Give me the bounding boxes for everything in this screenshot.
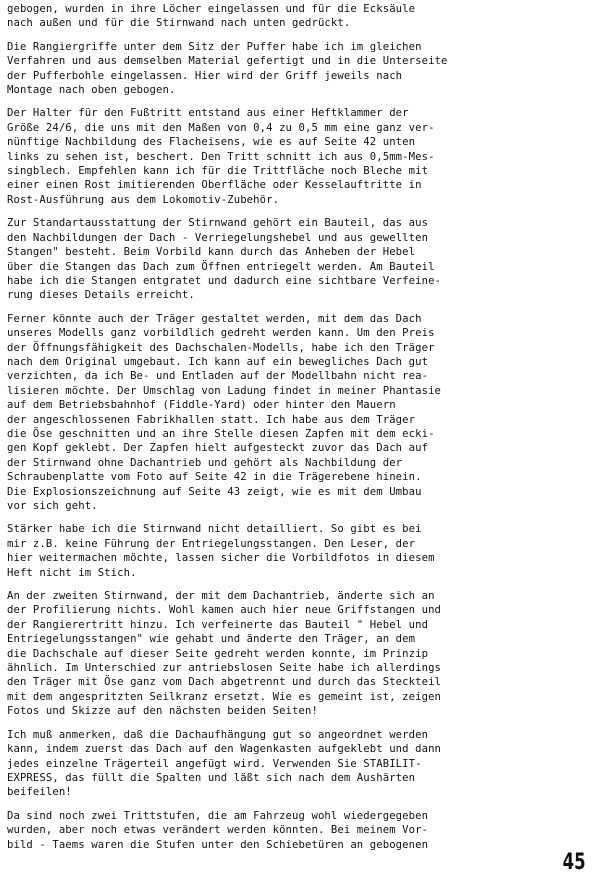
body-text: [7, 2, 589, 861]
text-line: den Träger mit Öse ganz vom Dach abgetrennt und durch das Steckteil: [7, 676, 442, 689]
text-line: An der zweiten Stirnwand, der mit dem Dachantrieb, änderte sich an: [7, 590, 435, 603]
text-line: verzichten, da ich Be- und Entladen auf der Modellbahn nicht rea-: [7, 370, 429, 383]
text-line: Verfahren und aus demselben Material gefertigt und in die Unterseite: [7, 55, 448, 68]
paragraph: [7, 2, 589, 31]
paragraph: [7, 106, 589, 207]
text-line: nach außen und für die Stirnwand nach unten gedrückt.: [7, 17, 351, 30]
paragraph: [7, 809, 589, 852]
paragraph: [7, 728, 589, 800]
paragraph: [7, 522, 589, 580]
text-line: beifeilen!: [7, 786, 72, 799]
text-line: Größe 24/6, die uns mit den Maßen von 0,4 zu 0,5 mm eine ganz ver-: [7, 121, 435, 134]
text-line: Stärker habe ich die Stirnwand nicht detailliert. So gibt es bei: [7, 523, 422, 536]
text-line: Zur Standartausstattung der Stirnwand gehört ein Bauteil, das aus: [7, 217, 429, 230]
text-line: die Öse geschnitten und an ihre Stelle diesen Zapfen mit dem ecki-: [7, 427, 435, 440]
text-line: EXPRESS, das füllt die Spalten und läßt sich nach dem Aushärten: [7, 771, 416, 784]
text-line: rung dieses Details erreicht.: [7, 289, 195, 302]
paragraph: [7, 40, 589, 98]
text-line: gen Kopf geklebt. Der Zapfen hielt aufgesteckt zuvor das Dach auf: [7, 442, 429, 455]
text-line: Die Rangiergriffe unter dem Sitz der Puffer habe ich im gleichen: [7, 40, 422, 53]
text-line: Montage nach oben gebogen.: [7, 84, 176, 97]
text-line: Rost-Ausführung aus dem Lokomotiv-Zubehör.: [7, 193, 280, 206]
text-line: der Stirnwand ohne Dachantrieb und gehört als Nachbildung der: [7, 456, 403, 469]
text-line: Fotos und Skizze auf den nächsten beiden Seiten!: [7, 705, 318, 718]
text-line: einer einen Rost imitierenden Oberfläche oder Kesselauftritte in: [7, 179, 422, 192]
text-line: vor sich geht.: [7, 500, 98, 512]
text-line: habe ich die Stangen entgratet und dadurch eine sichtbare Verfeine-: [7, 274, 442, 287]
text-line: lisieren möchte. Der Umschlag von Ladung findet in meiner Phantasie: [7, 384, 442, 397]
text-line: kann, indem zuerst das Dach auf den Wagenkasten aufgeklebt und dann: [7, 743, 442, 756]
text-line: gebogen, wurden in ihre Löcher eingelassen und für die Ecksäule: [7, 3, 416, 15]
text-line: mit dem angespritzten Seilkranz ersetzt. Wie es gemeint ist, zeigen: [7, 690, 442, 703]
paragraph: [7, 312, 589, 514]
text-line: nünftige Nachbildung des Flacheisens, wie es auf Seite 42 unten: [7, 136, 416, 149]
text-line: Da sind noch zwei Trittstufen, die am Fahrzeug wohl wiedergegeben: [7, 809, 429, 822]
text-line: auf dem Betriebsbahnhof (Fiddle-Yard) oder hinter den Mauern: [7, 399, 396, 412]
text-line: unseres Modells ganz vorbildlich gedreht werden kann. Um den Preis: [7, 327, 435, 340]
page-number: 45: [563, 850, 586, 875]
text-line: Ich muß anmerken, daß die Dachaufhängung gut so angeordnet werden: [7, 728, 429, 741]
text-line: links zu sehen ist, beschert. Den Tritt schnitt ich aus 0,5mm-Mes-: [7, 150, 435, 163]
text-line: Heft nicht im Stich.: [7, 566, 137, 579]
text-line: die Dachschale auf dieser Seite gedreht werden konnte, im Prinzip: [7, 647, 429, 660]
text-line: Schraubenplatte vom Foto auf Seite 42 in die Trägerebene hinein.: [7, 471, 422, 484]
text-line: der angeschlossenen Fabrikhallen statt. Ich habe aus dem Träger: [7, 413, 416, 426]
text-line: der Rangierertritt hinzu. Ich verfeinerte das Bauteil " Hebel und: [7, 618, 429, 631]
text-line: bild - Taems waren die Stufen unter den Schiebetüren an gebogenen: [7, 838, 429, 851]
text-line: Die Explosionszeichnung auf Seite 43 zeigt, wie es mit dem Umbau: [7, 485, 422, 498]
text-line: Entriegelungsstangen" wie gehabt und änderte den Träger, an dem: [7, 633, 416, 646]
text-line: mir z.B. keine Führung der Entriegelungsstangen. Den Leser, der: [7, 537, 416, 550]
text-line: den Nachbildungen der Dach - Verriegelungshebel und aus gewellten: [7, 231, 429, 244]
paragraph: [7, 589, 589, 719]
text-line: Ferner könnte auch der Träger gestaltet werden, mit dem das Dach: [7, 312, 422, 325]
text-line: wurden, aber noch etwas verändert werden könnten. Bei meinem Vor-: [7, 824, 429, 837]
text-line: über die Stangen das Dach zum Öffnen entriegelt werden. Am Bauteil: [7, 260, 435, 273]
paragraph: [7, 216, 589, 302]
text-line: nach dem Original umgebaut. Ich kann auf ein bewegliches Dach gut: [7, 355, 429, 368]
text-line: hier weitermachen möchte, lassen sicher die Vorbildfotos in diesem: [7, 552, 435, 565]
text-line: jedes einzelne Trägerteil angefügt wird. Verwenden Sie STABILIT-: [7, 757, 422, 770]
text-line: der Profilierung nichts. Wohl kamen auch hier neue Griffstangen und: [7, 604, 442, 617]
text-line: der Pufferbohle eingelassen. Hier wird der Griff jeweils nach: [7, 69, 403, 82]
text-line: Stangen" besteht. Beim Vorbild kann durch das Anheben der Hebel: [7, 246, 416, 259]
text-line: singblech. Empfehlen kann ich für die Trittfläche noch Bleche mit: [7, 165, 429, 178]
text-line: Der Halter für den Fußtritt entstand aus einer Heftklammer der: [7, 107, 409, 120]
text-line: ähnlich. Im Unterschied zur antriebslosen Seite habe ich allerdings: [7, 662, 442, 675]
text-line: der Öffnungsfähigkeit des Dachschalen-Modells, habe ich den Träger: [7, 341, 435, 354]
